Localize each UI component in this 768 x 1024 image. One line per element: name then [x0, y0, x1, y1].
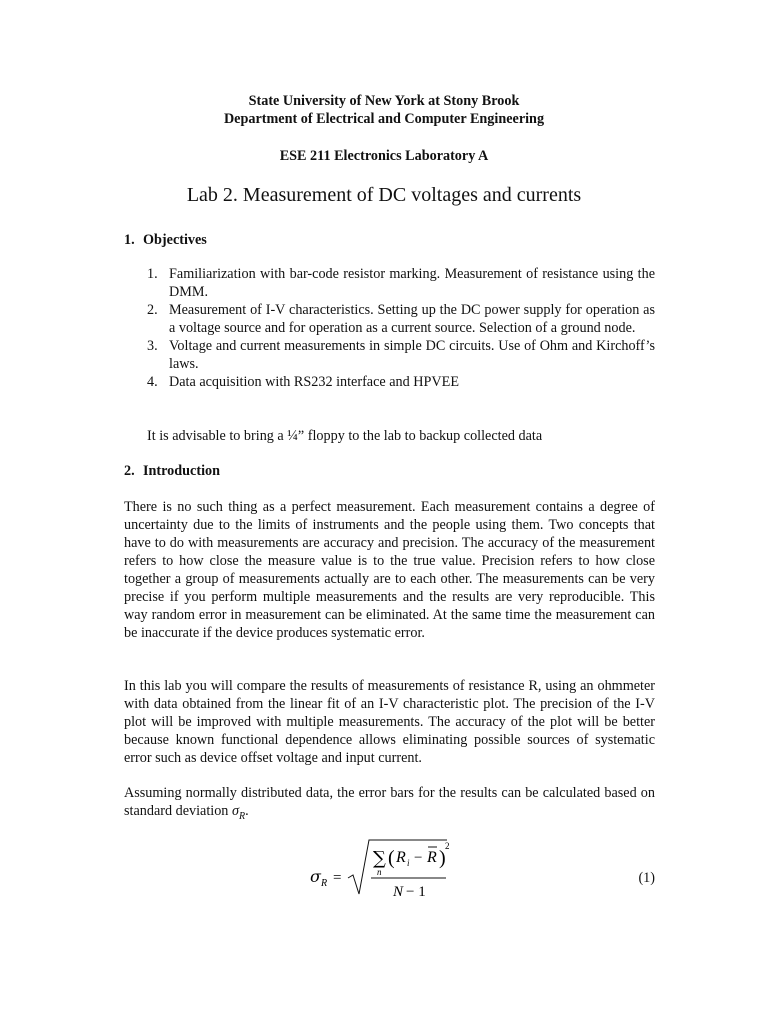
eq-sum: ∑ [373, 848, 386, 869]
intro-paragraph-3-end: . [245, 803, 249, 819]
intro-paragraph-2: In this lab you will compare the results of measurements of resistance R, using an ohmmeter with data obtained from the linear fit of an I-V characteristic plot. The precision of the I-V plot will be improved with multiple measurements. The accuracy of the plot will be better because known functional dependence allows eliminating possible sources of systematic error such as device offset voltage and input current. [124, 678, 655, 766]
std-dev-formula [304, 836, 584, 900]
floppy-note: It is advisable to bring a ¼” floppy to the lab to backup collected data [147, 428, 543, 444]
department-name: Department of Electrical and Computer Engineering [223, 111, 545, 127]
eq-den-rest: − 1 [406, 884, 426, 900]
sigma-symbol: σ [231, 803, 239, 819]
eq-ri: R [396, 849, 406, 866]
intro-paragraph-3 [124, 784, 655, 826]
list-item [147, 373, 655, 391]
introduction-heading-number: 2. [124, 463, 135, 479]
objectives-heading [124, 231, 207, 249]
equation-number: (1) [638, 870, 655, 886]
eq-power: 2 [445, 841, 450, 851]
objectives-heading-number: 1. [124, 232, 135, 248]
eq-sigma: σ [310, 867, 321, 886]
course-title: ESE 211 Electronics Laboratory A [279, 148, 489, 164]
list-item-number: 2. [147, 302, 158, 318]
eq-close-paren: ) [439, 847, 446, 869]
objectives-heading-text: Objectives [143, 232, 207, 248]
list-item [147, 265, 655, 301]
list-item-number: 4. [147, 374, 158, 390]
intro-paragraph-1: There is no such thing as a perfect measurement. Each measurement contains a degree of uncertainty due to the limits of instruments and the people using them. Two concepts that have to do with measurements are accuracy and precision. The accuracy of the measurement refers to how close the measure value is to the true value. Precision refers to how close together a group of measurements actually are to each other. The measurements can be very precise if you perform multiple measurements and the results are very reproducible. This way random error in measurement can be eliminated. At the same time the measurement can be inaccurate if the device produces systematic error. [124, 499, 655, 641]
list-item [147, 301, 655, 337]
list-item-text: Measurement of I-V characteristics. Setting up the DC power supply for operation as a voltage source and for operation as a current source. Selection of a ground node. [169, 302, 655, 336]
eq-equals: = [333, 870, 342, 886]
introduction-heading [124, 462, 220, 480]
list-item [147, 337, 655, 373]
introduction-heading-text: Introduction [143, 463, 220, 479]
lab-title: Lab 2. Measurement of DC voltages and currents [186, 184, 582, 206]
equation-1 [124, 836, 655, 900]
eq-den-n: N [393, 884, 404, 900]
list-item-number: 3. [147, 338, 158, 354]
list-item-text: Data acquisition with RS232 interface and HPVEE [169, 374, 459, 390]
eq-sum-index: n [377, 867, 382, 877]
list-item-text: Familiarization with bar-code resistor marking. Measurement of resistance using the DMM. [169, 266, 655, 300]
document-header [0, 92, 768, 128]
objectives-list [147, 265, 655, 391]
university-name: State University of New York at Stony Brook [248, 93, 520, 109]
intro-paragraph-3-text: Assuming normally distributed data, the error bars for the results can be calculated based on standard deviation [124, 785, 655, 819]
eq-sigma-sub: R [321, 878, 328, 889]
eq-minus: − [414, 850, 423, 866]
sigma-subscript: R [238, 810, 246, 822]
list-item-number: 1. [147, 266, 158, 282]
eq-rbar: R [427, 849, 437, 866]
eq-open-paren: ( [388, 847, 395, 869]
list-item-text: Voltage and current measurements in simple DC circuits. Use of Ohm and Kirchoff’s laws. [169, 338, 655, 372]
eq-ri-sub: i [407, 858, 410, 868]
